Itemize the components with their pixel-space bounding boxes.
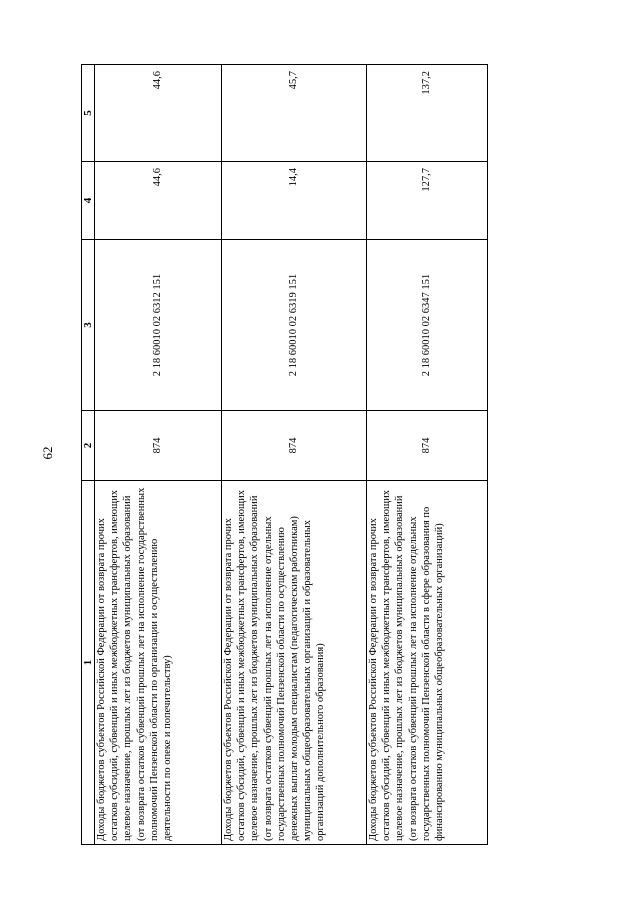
value-col-5: 44,6 — [95, 65, 222, 162]
value-col-4: 44,6 — [95, 162, 222, 240]
header-row — [82, 65, 95, 845]
header-col-1: 1 — [82, 481, 95, 845]
admin-code: 874 — [95, 411, 222, 481]
row-description: Доходы бюджетов субъектов Российской Федерации от возврата прочих остатков субсидий, субвенций и иных межбюджетных трансфертов, имеющих целевое назначение, прошлых лет из бюджетов муниципальных образований (от возврата остатков субвенций прошлых лет на исполнение отдельных государственных полномочий Пензенской области в сфере образования по финансированию муниципальных общеобразовательных организаций) — [367, 481, 488, 845]
header-col-5: 5 — [82, 65, 95, 162]
value-col-5: 45,7 — [222, 65, 367, 162]
rotated-table-container — [81, 65, 486, 845]
header-col-4: 4 — [82, 162, 95, 240]
table-row — [367, 65, 488, 845]
budget-classification-code: 2 18 60010 02 6347 151 — [367, 240, 488, 411]
budget-classification-code: 2 18 60010 02 6312 151 — [95, 240, 222, 411]
table-row — [95, 65, 222, 845]
page-number: 62 — [40, 446, 55, 460]
header-col-3: 3 — [82, 240, 95, 411]
value-col-5: 137,2 — [367, 65, 488, 162]
row-description: Доходы бюджетов субъектов Российской Федерации от возврата прочих остатков субсидий, субвенций и иных межбюджетных трансфертов, имеющих целевое назначение, прошлых лет из бюджетов муниципальных образований (от возврата остатков субвенций прошлых лет на исполнение государственных полномочий Пензенской области по организации и осуществлению деятельности по опеке и попечительству) — [95, 481, 222, 845]
admin-code: 874 — [222, 411, 367, 481]
table-row — [222, 65, 367, 845]
value-col-4: 127,7 — [367, 162, 488, 240]
budget-classification-code: 2 18 60010 02 6319 151 — [222, 240, 367, 411]
budget-revenue-table — [81, 64, 488, 845]
admin-code: 874 — [367, 411, 488, 481]
header-col-2: 2 — [82, 411, 95, 481]
row-description: Доходы бюджетов субъектов Российской Федерации от возврата прочих остатков субсидий, субвенций и иных межбюджетных трансфертов, имеющих целевое назначение, прошлых лет из бюджетов муниципальных образований (от возврата остатков субвенций прошлых лет на исполнение отдельных государственных полномочий Пензенской области по осуществлению денежных выплат молодым специалистам (педагогическим работникам) муниципальных общеобразовательных организаций и образовательных организаций дополнительного образования) — [222, 481, 367, 845]
value-col-4: 14,4 — [222, 162, 367, 240]
